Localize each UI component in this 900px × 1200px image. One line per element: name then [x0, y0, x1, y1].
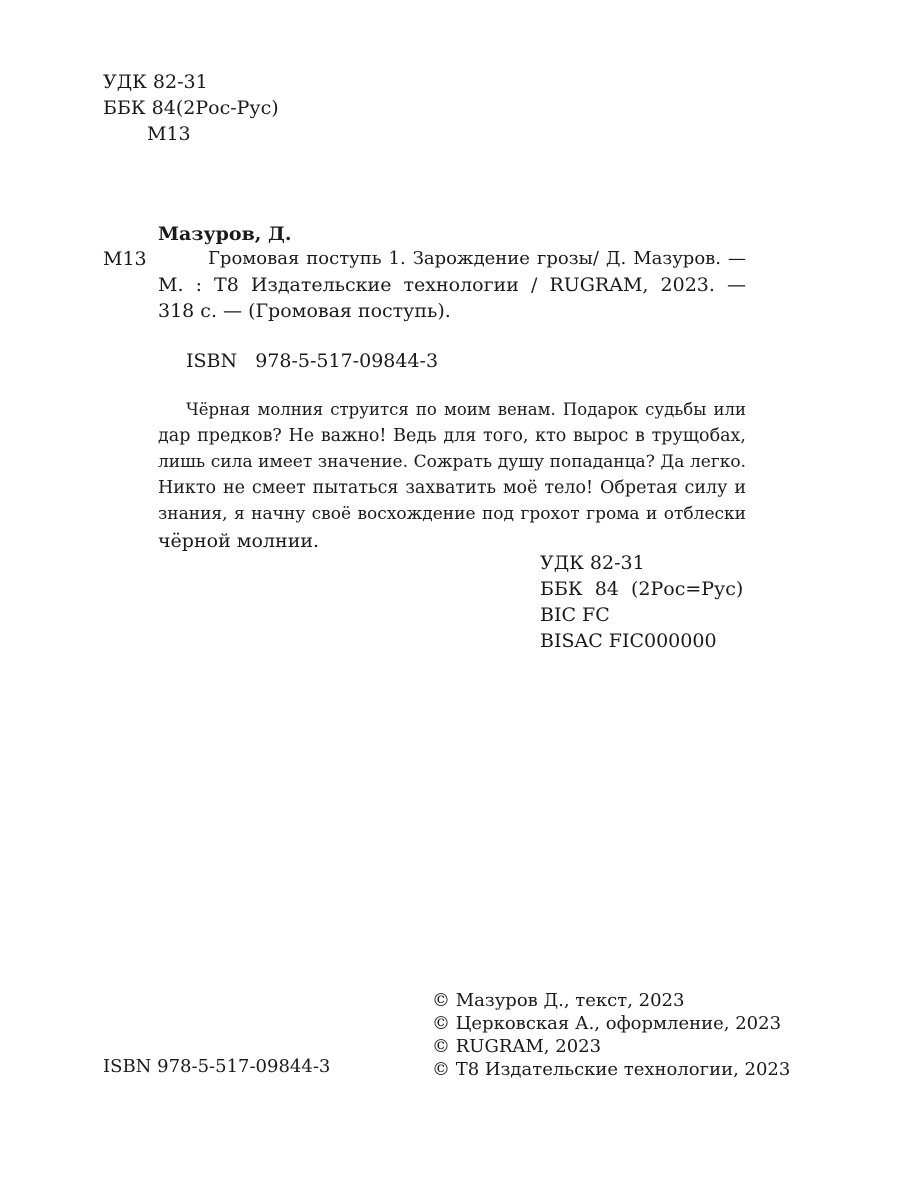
class-bic: BIC FC: [540, 604, 610, 626]
copyright-line-2: © Церковская А., оформление, 2023: [432, 1013, 782, 1034]
annotation-line-6: чёрной молнии.: [158, 530, 320, 552]
annotation-text-1: Чёрная молния струится по моим венам. Подарок судьбы или: [186, 400, 746, 419]
description-text-1: Громовая поступь 1. Зарождение грозы/ Д. Мазуров. —: [208, 248, 746, 269]
copyright-line-1: © Мазуров Д., текст, 2023: [432, 990, 685, 1011]
record-author: Мазуров, Д.: [158, 223, 292, 245]
record-author-mark: М13: [103, 248, 147, 270]
annotation-line-2: [158, 428, 746, 446]
class-bisac: BISAC FIC000000: [540, 630, 717, 652]
record-description-line-2: [158, 276, 746, 295]
class-bbk: ББК 84 (2Рос=Рус): [540, 578, 744, 600]
annotation-line-3: [158, 454, 746, 471]
annotation-text-5: знания, я начну своё восхождение под грохот грома и отблески: [158, 504, 746, 524]
annotation-line-1: [186, 402, 746, 419]
annotation-text-4: Никто не смеет пытаться захватить моё тело! Обретая силу и: [158, 478, 746, 498]
annotation-line-5: [158, 506, 746, 523]
record-description-line-3: 318 с. — (Громовая поступь).: [158, 300, 451, 322]
record-isbn: ISBN 978-5-517-09844-3: [186, 350, 439, 372]
description-text-2: М. : Т8 Издательские технологии / RUGRAM, 2023. —: [158, 274, 746, 296]
header-udk: УДК 82-31: [103, 71, 208, 93]
copyright-line-4: © Т8 Издательские технологии, 2023: [432, 1059, 791, 1080]
annotation-line-4: [158, 480, 746, 498]
header-bbk: ББК 84(2Рос-Рус): [103, 97, 279, 119]
record-description-line-1: [208, 250, 746, 268]
header-author-mark: М13: [147, 123, 191, 145]
annotation-text-3: лишь сила имеет значение. Сожрать душу попаданца? Да легко.: [158, 452, 746, 472]
footer-isbn: ISBN 978-5-517-09844-3: [103, 1056, 331, 1077]
annotation-text-2: дар предков? Не важно! Ведь для того, кто вырос в трущобах,: [158, 426, 746, 446]
class-udk: УДК 82-31: [540, 552, 645, 574]
copyright-line-3: © RUGRAM, 2023: [432, 1036, 602, 1057]
